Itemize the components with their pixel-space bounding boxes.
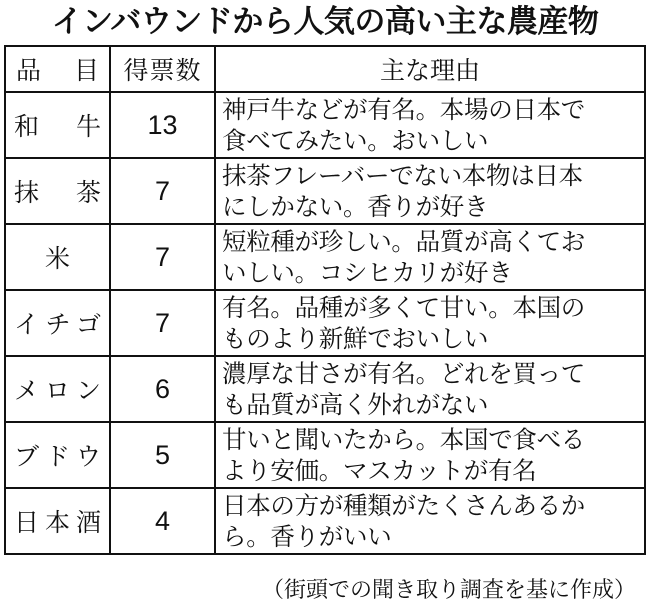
table-row bbox=[5, 488, 645, 554]
cell-item: 米 bbox=[5, 224, 110, 290]
table-row bbox=[5, 290, 645, 356]
cell-item: 日本酒 bbox=[5, 488, 110, 554]
table-row bbox=[5, 356, 645, 422]
cell-item: 和牛 bbox=[5, 92, 110, 158]
cell-item: イチゴ bbox=[5, 290, 110, 356]
source-note: （街頭での聞き取り調査を基に作成） bbox=[261, 578, 636, 603]
cell-reason: 抹茶フレーバーでない本物は日本 にしかない。香りが好き bbox=[215, 158, 645, 224]
cell-reason: 日本の方が種類がたくさんあるか ら。香りがいい bbox=[215, 488, 645, 554]
cell-votes: 6 bbox=[110, 356, 215, 422]
cell-votes: 4 bbox=[110, 488, 215, 554]
cell-votes: 7 bbox=[110, 224, 215, 290]
cell-votes: 13 bbox=[110, 92, 215, 158]
page-title: インバウンドから人気の高い主な農産物 bbox=[51, 4, 599, 40]
table-row bbox=[5, 158, 645, 224]
table-row bbox=[5, 92, 645, 158]
cell-reason: 濃厚な甘さが有名。どれを買って も品質が高く外れがない bbox=[215, 356, 645, 422]
cell-votes: 7 bbox=[110, 290, 215, 356]
produce-table bbox=[4, 45, 646, 555]
cell-votes: 7 bbox=[110, 158, 215, 224]
cell-reason: 神戸牛などが有名。本場の日本で 食べてみたい。おいしい bbox=[215, 92, 645, 158]
cell-reason: 甘いと聞いたから。本国で食べる より安価。マスカットが有名 bbox=[215, 422, 645, 488]
cell-votes: 5 bbox=[110, 422, 215, 488]
header-votes: 得票数 bbox=[110, 46, 215, 92]
table-row bbox=[5, 422, 645, 488]
cell-item: ブドウ bbox=[5, 422, 110, 488]
cell-reason: 有名。品種が多くて甘い。本国の ものより新鮮でおいしい bbox=[215, 290, 645, 356]
cell-item: メロン bbox=[5, 356, 110, 422]
cell-item: 抹茶 bbox=[5, 158, 110, 224]
table-row bbox=[5, 224, 645, 290]
cell-reason: 短粒種が珍しい。品質が高くてお いしい。コシヒカリが好き bbox=[215, 224, 645, 290]
header-reason: 主な理由 bbox=[215, 46, 645, 92]
table-header-row bbox=[5, 46, 645, 92]
header-item: 品目 bbox=[5, 46, 110, 92]
